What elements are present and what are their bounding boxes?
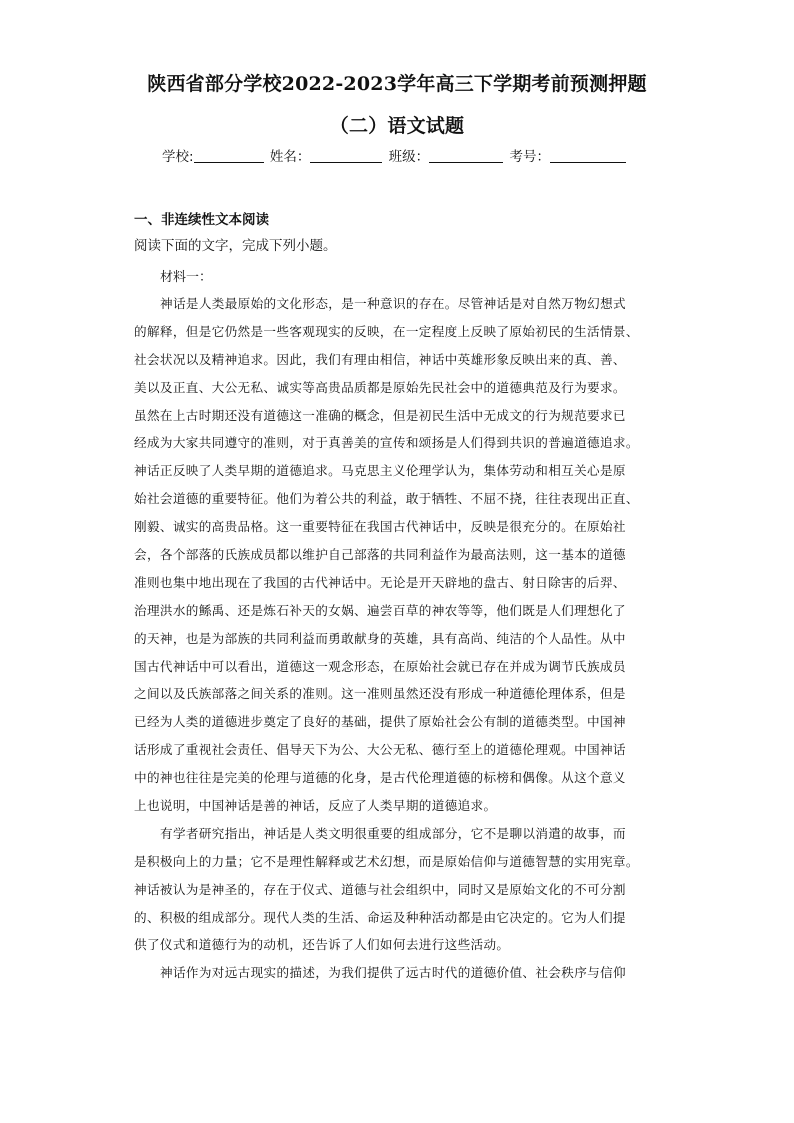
school-blank[interactable] bbox=[194, 148, 264, 163]
passage-line: 虽然在上古时期还没有道德这一准确的概念，但是初民生活中无成文的行为规范要求已 bbox=[134, 407, 626, 423]
class-label: 班级： bbox=[388, 149, 430, 165]
passage-line: 上也说明，中国神话是善的神话，反应了人类早期的道德追求。 bbox=[134, 798, 497, 814]
student-info-fields bbox=[162, 145, 628, 165]
passage-line: 的解释，但是它仍然是一些客观现实的反映，在一定程度上反映了原始初民的生活情景、 bbox=[134, 323, 639, 339]
reading-passage bbox=[134, 290, 662, 987]
exam-number-blank[interactable] bbox=[550, 148, 626, 163]
passage-line: 始社会道德的重要特征。他们为着公共的利益，敢于牺牲、不屈不挠，往往表现出正直、 bbox=[134, 491, 639, 507]
name-label: 姓名： bbox=[269, 149, 311, 165]
passage-line: 中的神也往往是完美的伦理与道德的化身，是古代伦理道德的标榜和偶像。从这个意义 bbox=[134, 770, 626, 786]
passage-line: 美以及正直、大公无私、诚实等高贵品质都是原始先民社会中的道德典范及行为要求。 bbox=[134, 379, 626, 395]
passage-line: 经成为大家共同遵守的准则，对于真善美的宣传和颂扬是人们得到共识的普遍道德追求。 bbox=[134, 435, 639, 451]
passage-line: 治理洪水的鲧禹、还是炼石补天的女娲、遍尝百草的神农等等，他们既是人们理想化了 bbox=[134, 602, 626, 618]
name-blank[interactable] bbox=[310, 148, 382, 163]
school-label: 学校: bbox=[162, 149, 194, 165]
passage-line: 会，各个部落的氏族成员都以维护自己部落的共同利益作为最高法则，这一基本的道德 bbox=[134, 547, 626, 563]
passage-line: 的、积极的组成部分。现代人类的生活、命运及种种活动都是由它决定的。它为人们提 bbox=[134, 909, 626, 925]
instruction-text: 阅读下面的文字，完成下列小题。 bbox=[134, 238, 337, 254]
passage-line: 已经为人类的道德进步奠定了良好的基础，提供了原始社会公有制的道德类型。中国神 bbox=[134, 714, 626, 730]
document-subtitle: （二）语文试题 bbox=[329, 115, 465, 137]
passage-line: 准则也集中地出现在了我国的古代神话中。无论是开天辟地的盘古、射日除害的后羿、 bbox=[134, 574, 626, 590]
section-heading: 一、非连续性文本阅读 bbox=[134, 212, 269, 228]
passage-line: 神话被认为是神圣的，存在于仪式、道德与社会组织中，同时又是原始文化的不可分割 bbox=[134, 881, 626, 897]
passage-line: 神话正反映了人类早期的道德追求。马克思主义伦理学认为，集体劳动和相互关心是原 bbox=[134, 463, 626, 479]
passage-line: 神话作为对远古现实的描述，为我们提供了远古时代的道德价值、社会秩序与信仰 bbox=[160, 965, 626, 981]
passage-line: 的天神，也是为部族的共同利益而勇敢献身的英雄，具有高尚、纯洁的个人品性。从中 bbox=[134, 630, 626, 646]
class-blank[interactable] bbox=[429, 148, 503, 163]
passage-line: 刚毅、诚实的高贵品格。这一重要特征在我国古代神话中，反映是很充分的。在原始社 bbox=[134, 519, 626, 535]
passage-line: 国古代神话中可以看出，道德这一观念形态，在原始社会就已存在并成为调节氏族成员 bbox=[134, 658, 626, 674]
passage-line: 之间以及氏族部落之间关系的准则。这一准则虽然还没有形成一种道德伦理体系，但是 bbox=[134, 686, 626, 702]
passage-line: 话形成了重视社会责任、倡导天下为公、大公无私、德行至上的道德伦理观。中国神话 bbox=[134, 742, 626, 758]
exam-number-label: 考号： bbox=[509, 149, 550, 165]
passage-line: 供了仪式和道德行为的动机，还告诉了人们如何去进行这些活动。 bbox=[134, 937, 510, 953]
passage-line: 社会状况以及精神追求。因此，我们有理由相信，神话中英雄形象反映出来的真、善、 bbox=[134, 351, 626, 367]
passage-line: 是积极向上的力量；它不是理性解释或艺术幻想，而是原始信仰与道德智慧的实用宪章。 bbox=[134, 853, 639, 869]
material-label: 材料一： bbox=[160, 270, 213, 285]
document-title: 陕西省部分学校2022-2023学年高三下学期考前预测押题 bbox=[147, 73, 647, 95]
passage-line: 有学者研究指出，神话是人类文明很重要的组成部分，它不是聊以消遣的故事，而 bbox=[160, 825, 626, 841]
passage-line: 神话是人类最原始的文化形态，是一种意识的存在。尽管神话是对自然万物幻想式 bbox=[160, 296, 626, 311]
